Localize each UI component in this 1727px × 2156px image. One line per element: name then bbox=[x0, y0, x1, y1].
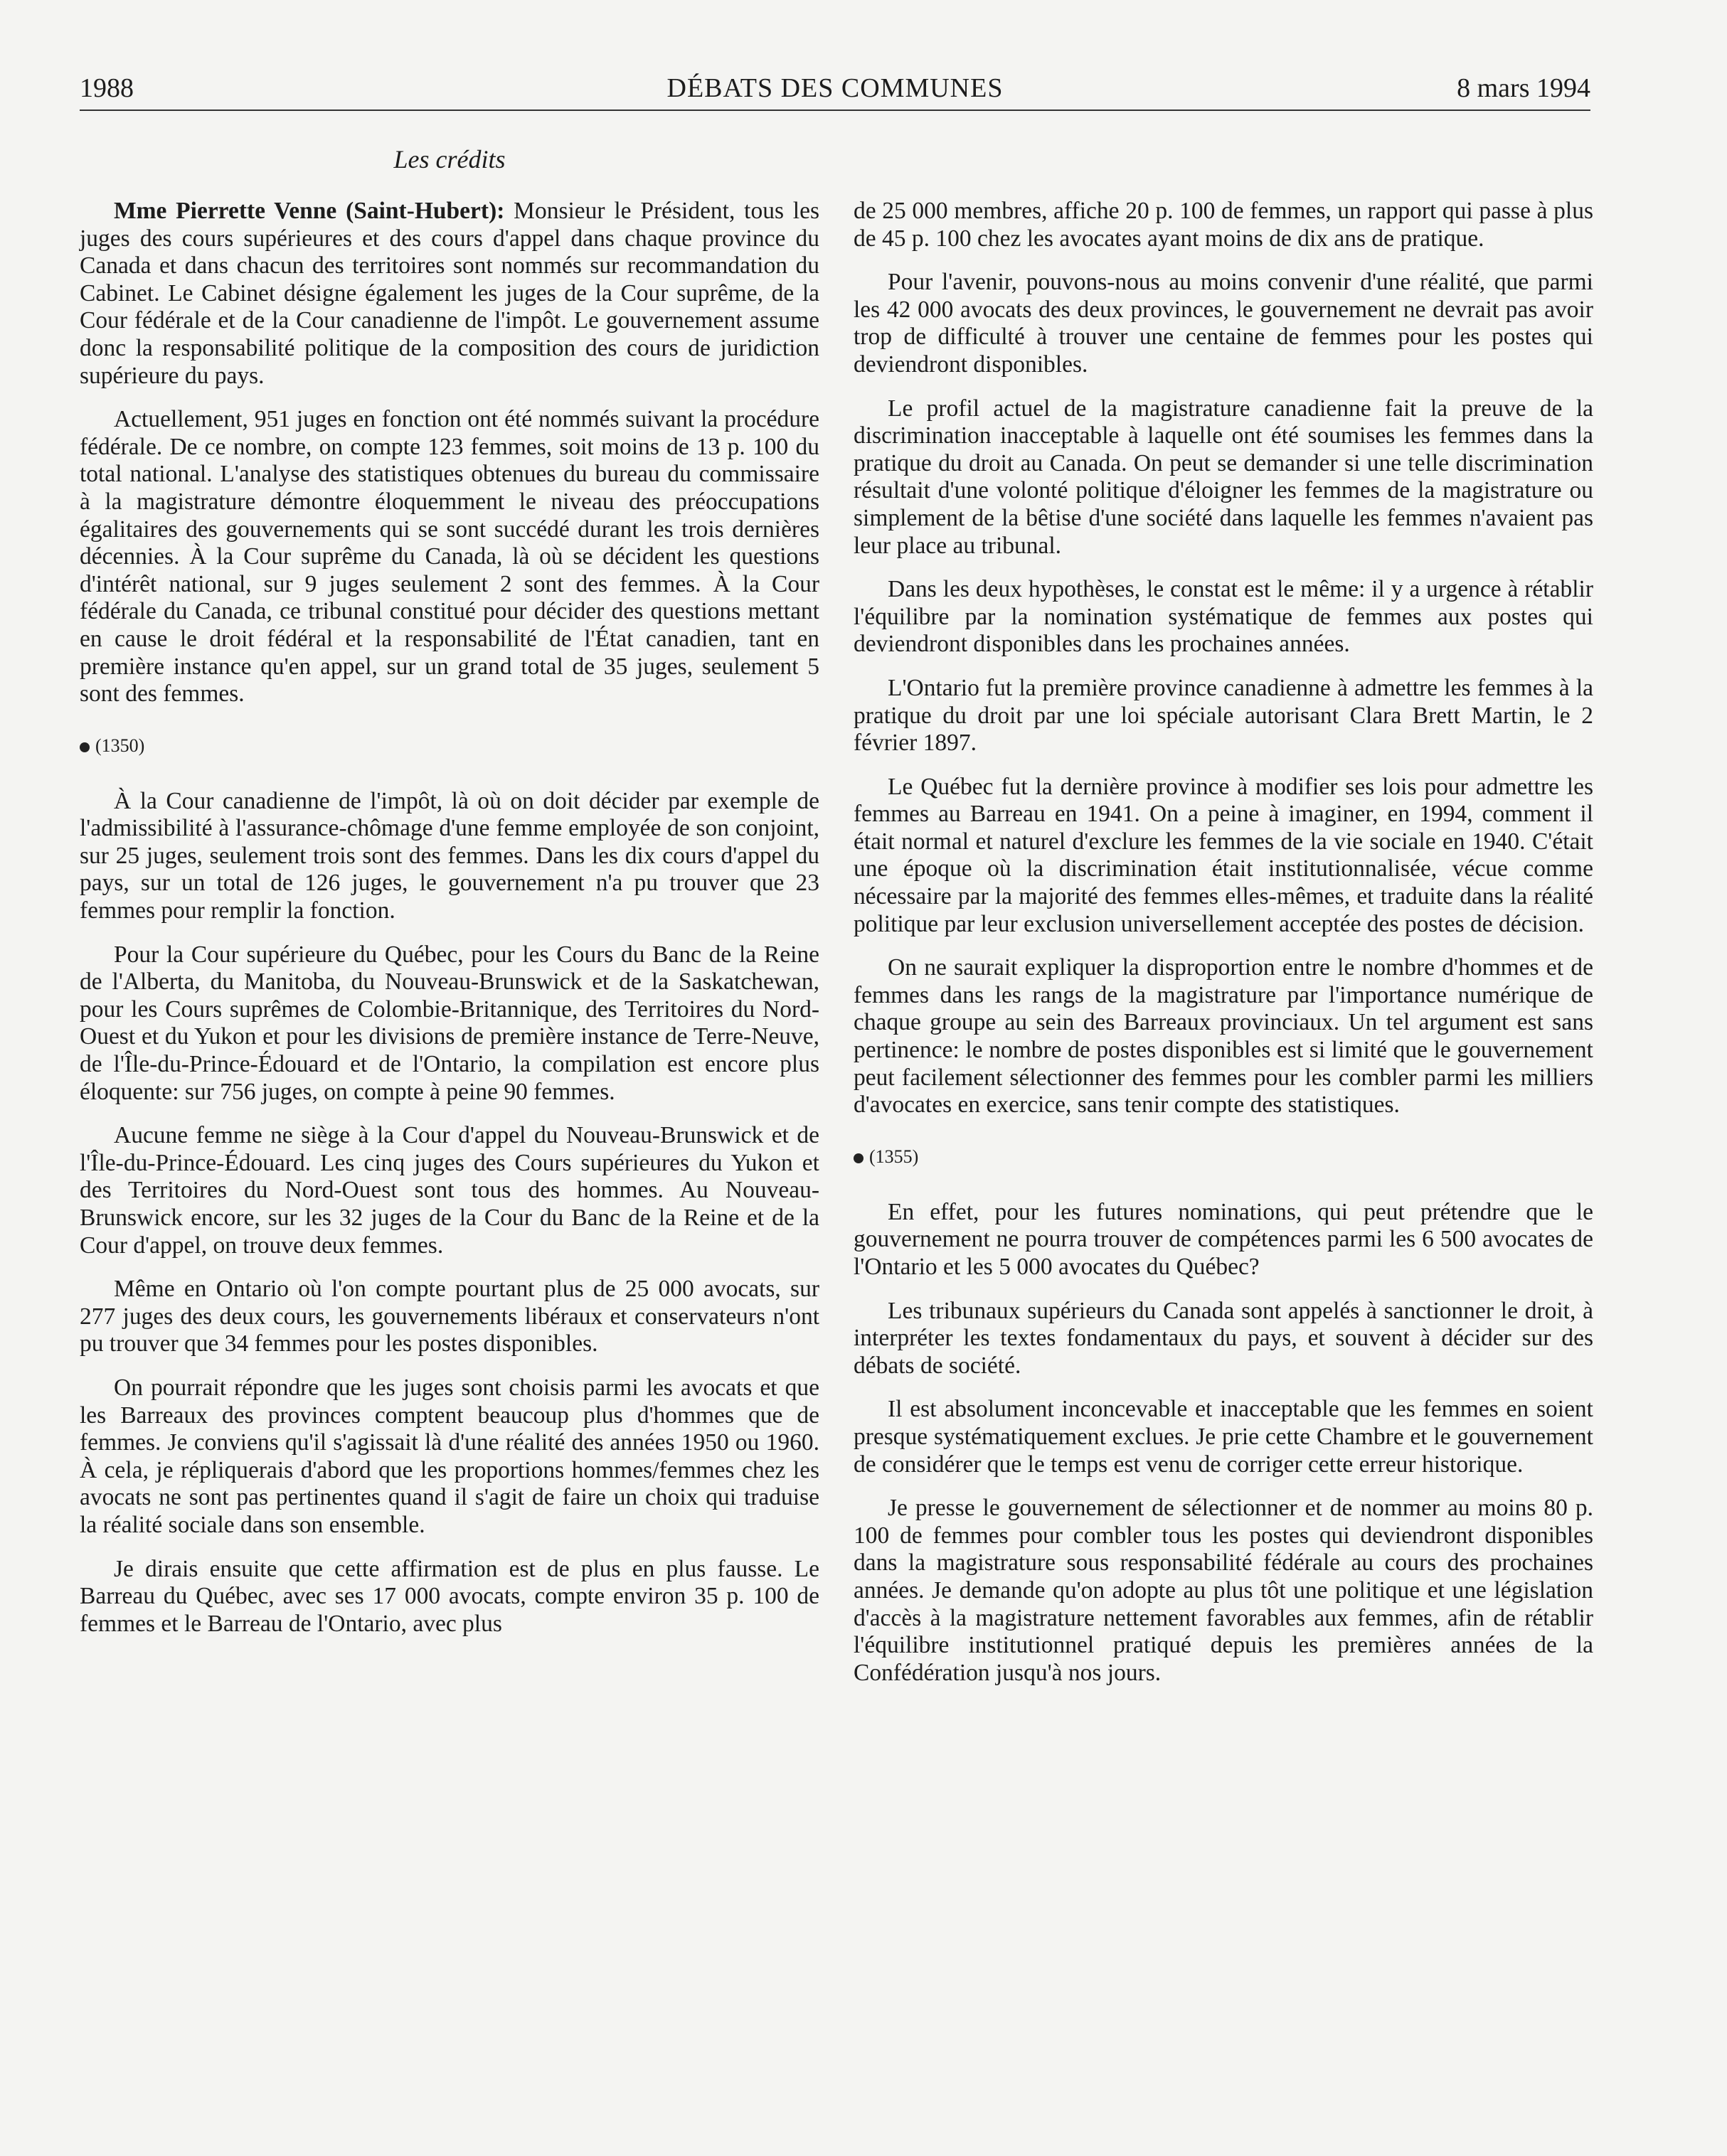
paragraph: Je dirais ensuite que cette affirmation est de plus en plus fausse. Le Barreau du Québec, avec ses 17 000 avocats, compte environ 35 p. 100 de femmes et le Barreau de l'Ontario, avec plus bbox=[80, 1555, 819, 1637]
speaker-name: Mme Pierrette Venne (Saint-Hubert): bbox=[114, 198, 505, 224]
right-column bbox=[854, 198, 1593, 1703]
bullet-icon bbox=[854, 1153, 864, 1163]
paragraph: Actuellement, 951 juges en fonction ont été nommés suivant la procédure fédérale. De ce nombre, on compte 123 femmes, soit moins de 13 p. 100 du total national. L'analyse des statistiques obtenues du bureau du commissaire à la magistrature démontre éloquemment le niveau des préoccupations égalitaires des gouvernements qui se sont succédé durant les trois dernières décennies. À la Cour suprême du Canada, là où se décident les questions d'intérêt national, sur 9 juges seulement 2 sont des femmes. À la Cour fédérale du Canada, ce tribunal constitué pour décider des questions mettant en cause le droit fédéral et la responsabilité de l'État canadien, tant en première instance qu'en appel, sur un grand total de 35 juges, seulement 5 sont des femmes. bbox=[80, 406, 819, 708]
paragraph: Même en Ontario où l'on compte pourtant plus de 25 000 avocats, sur 277 juges des deux cours, les gouvernements libéraux et conservateurs n'ont pu trouver que 34 femmes pour les postes disponibles. bbox=[80, 1276, 819, 1357]
paragraph: Je presse le gouvernement de sélectionner et de nommer au moins 80 p. 100 de femmes pour combler tous les postes qui deviendront disponibles dans la magistrature sous responsabilité fédérale au cours des prochaines années. Je demande qu'on adopte au plus tôt une politique et une législation d'accès à la magistrature nettement favorables aux femmes, afin de rétablir l'équilibre institutionnel pratiqué depuis les premières années de la Confédération jusqu'à nos jours. bbox=[854, 1495, 1593, 1686]
paragraph: L'Ontario fut la première province canadienne à admettre les femmes à la pratique du droit par une loi spéciale autorisant Clara Brett Martin, le 2 février 1897. bbox=[854, 674, 1593, 757]
page-header bbox=[80, 68, 1590, 111]
paragraph: Aucune femme ne siège à la Cour d'appel du Nouveau-Brunswick et de l'Île-du-Prince-Édouard. Les cinq juges des Cours supérieures du Yukon et des Territoires du Nord-Ouest sont tous des hommes. Au Nouveau-Brunswick encore, sur les 32 juges de la Cour du Banc de la Reine et de la Cour d'appel, on trouve deux femmes. bbox=[80, 1122, 819, 1259]
paragraph: Dans les deux hypothèses, le constat est le même: il y a urgence à rétablir l'équilibre par la nomination systématique de femmes aux postes qui deviendront disponibles dans les prochaines années. bbox=[854, 576, 1593, 658]
page-number: 1988 bbox=[80, 73, 134, 103]
paragraph: Pour l'avenir, pouvons-nous au moins convenir d'une réalité, que parmi les 42 000 avocats des deux provinces, le gouvernement ne devrait pas avoir trop de difficulté à trouver une centaine de femmes pour les postes qui deviendront disponibles. bbox=[854, 269, 1593, 378]
left-column bbox=[80, 198, 819, 1654]
paragraph: Il est absolument inconcevable et inacceptable que les femmes en soient presque systématiquement exclues. Je prie cette Chambre et le gouvernement de considérer que le temps est venu de corriger cette erreur historique. bbox=[854, 1396, 1593, 1478]
bullet-icon bbox=[80, 742, 90, 752]
time-marker bbox=[80, 734, 819, 758]
section-title: Les crédits bbox=[393, 145, 506, 174]
paragraph: Le Québec fut la dernière province à modifier ses lois pour admettre les femmes au Barreau en 1941. On a peine à imaginer, en 1994, comment il était normal et naturel d'exclure les femmes de la vie sociale en 1940. C'était une époque où la discrimination était institutionnalisée, vécue comme nécessaire par la majorité des femmes elles-mêmes, et traduite dans la réalité politique par leur exclusion universellement acceptée des postes de décision. bbox=[854, 773, 1593, 937]
paragraph: Les tribunaux supérieurs du Canada sont appelés à sanctionner le droit, à interpréter les textes fondamentaux du pays, et souvent à décider sur des débats de société. bbox=[854, 1297, 1593, 1379]
paragraph: Le profil actuel de la magistrature canadienne fait la preuve de la discrimination inacceptable à laquelle ont été soumises les femmes dans la pratique du droit au Canada. On peut se demander si une telle discrimination résultait d'une volonté politique d'éloigner les femmes de la magistrature ou simplement de la bêtise d'une société dans laquelle les femmes n'avaient pas leur place au tribunal. bbox=[854, 395, 1593, 559]
paragraph bbox=[80, 198, 819, 390]
paragraph: En effet, pour les futures nominations, qui peut prétendre que le gouvernement ne pourra trouver de compétences parmi les 6 500 avocates de l'Ontario et les 5 000 avocates du Québec? bbox=[854, 1198, 1593, 1280]
paragraph: de 25 000 membres, affiche 20 p. 100 de femmes, un rapport qui passe à plus de 45 p. 100 chez les avocates ayant moins de dix ans de pratique. bbox=[854, 198, 1593, 252]
paragraph: À la Cour canadienne de l'impôt, là où on doit décider par exemple de l'admissibilité à l'assurance-chômage d'une femme employée de son conjoint, sur 25 juges, seulement trois sont des femmes. Dans les dix cours d'appel du pays, sur un total de 126 juges, le gouvernement n'a pu trouver que 23 femmes pour remplir la fonction. bbox=[80, 787, 819, 924]
time-marker-label: (1350) bbox=[95, 735, 145, 756]
paragraph-text: Monsieur le Président, tous les juges des cours supérieures et des cours d'appel dans chaque province du Canada et dans chacun des territoires sont nommés sur recommandation du Cabinet. Le Cabinet désigne également les juges de la Cour suprême, de la Cour fédérale et de la Cour canadienne de l'impôt. Le gouvernement assume donc la responsabilité politique de la composition des cours de juridiction supérieure du pays. bbox=[80, 198, 819, 389]
time-marker bbox=[854, 1145, 1593, 1169]
publication-date: 8 mars 1994 bbox=[1457, 73, 1590, 103]
paragraph: Pour la Cour supérieure du Québec, pour les Cours du Banc de la Reine de l'Alberta, du Manitoba, du Nouveau-Brunswick et de la Saskatchewan, pour les Cours suprêmes de Colombie-Britannique, des Territoires du Nord-Ouest et du Yukon et pour les divisions de première instance de Terre-Neuve, de l'Île-du-Prince-Édouard et de l'Ontario, la compilation est encore plus éloquente: sur 756 juges, on compte à peine 90 femmes. bbox=[80, 941, 819, 1105]
paragraph: On ne saurait expliquer la disproportion entre le nombre d'hommes et de femmes dans les rangs de la magistrature par l'importance numérique de chaque groupe au sein des Barreaux provinciaux. Un tel argument est sans pertinence: le nombre de postes disponibles est si limité que le gouvernement peut facilement sélectionner des femmes pour les combler parmi les milliers d'avocates en exercice, sans tenir compte des statistiques. bbox=[854, 954, 1593, 1119]
time-marker-label: (1355) bbox=[869, 1146, 919, 1167]
publication-title: DÉBATS DES COMMUNES bbox=[666, 73, 1004, 103]
paragraph: On pourrait répondre que les juges sont choisis parmi les avocats et que les Barreaux des provinces comptent beaucoup plus d'hommes que de femmes. Je conviens qu'il s'agissait là d'une réalité des années 1950 ou 1960. À cela, je répliquerais d'abord que les proportions hommes/femmes chez les avocats ne sont pas pertinentes quand il s'agit de faire un choix qui traduise la réalité sociale dans son ensemble. bbox=[80, 1374, 819, 1538]
